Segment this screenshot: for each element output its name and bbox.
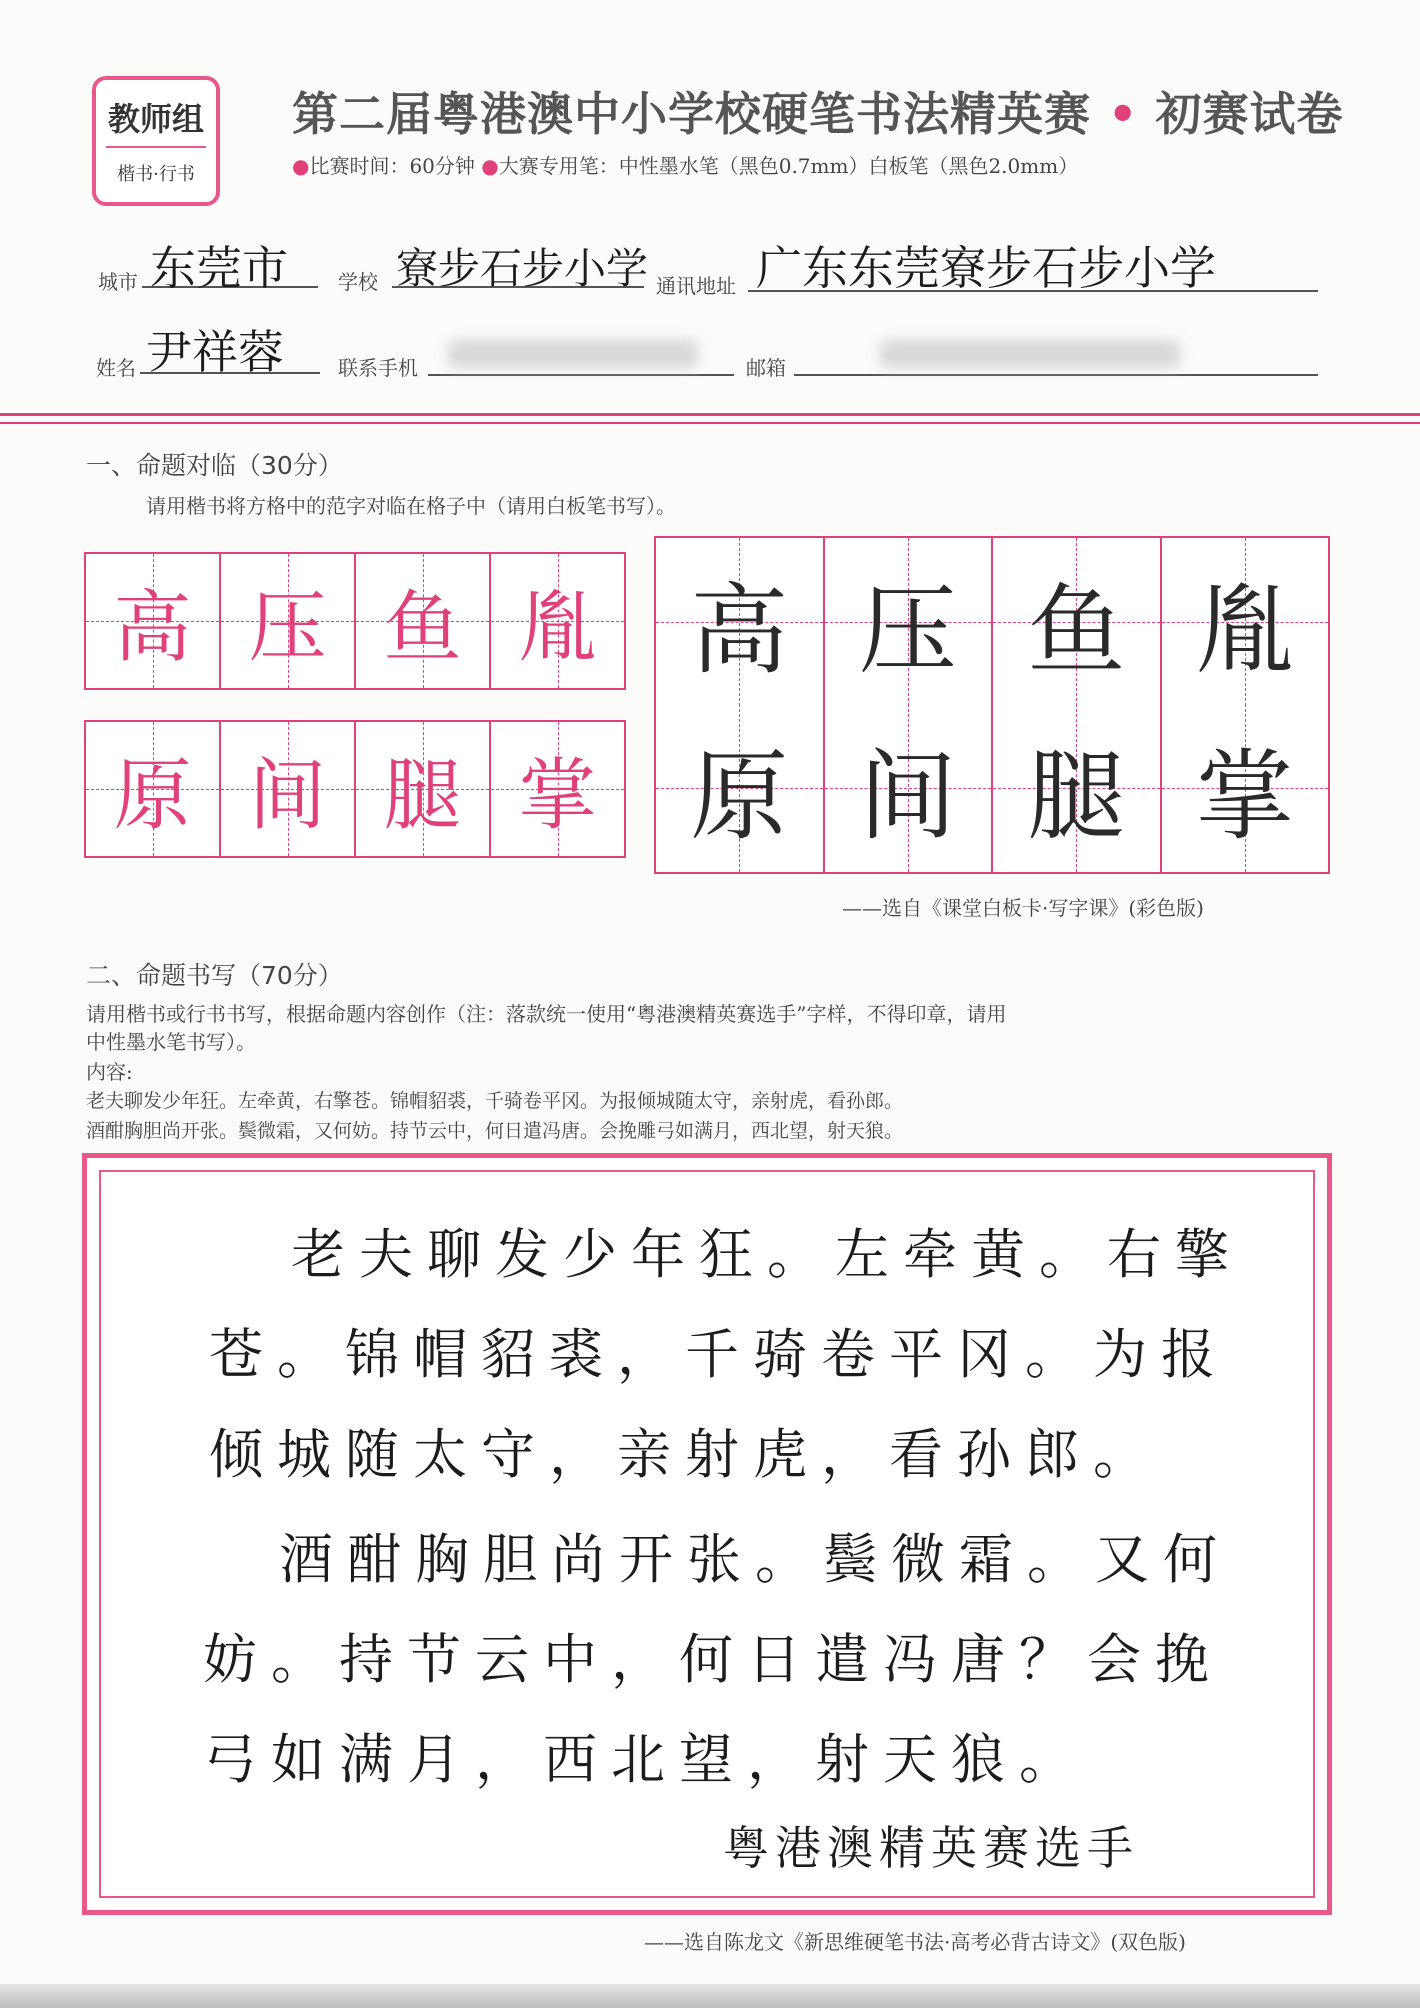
written-char: 原 xyxy=(690,739,789,854)
signature: 粤港澳精英赛选手 xyxy=(723,1821,1139,1875)
phone-field-line[interactable] xyxy=(428,374,734,376)
section2-source: ——选自陈龙文《新思维硬笔书法·高考必背古诗文》(双色版) xyxy=(644,1930,1186,1954)
title-main: 第二届粤港澳中小学校硬笔书法精英赛 xyxy=(292,87,1091,141)
model-char: 间 xyxy=(248,751,327,841)
written-char: 胤 xyxy=(1195,573,1294,688)
email-field-line[interactable] xyxy=(794,374,1318,376)
model-cell xyxy=(221,722,356,856)
rule-pens: 大赛专用笔：中性墨水笔（黑色0.7mm）白板笔（黑色2.0mm） xyxy=(498,154,1079,178)
content-line2: 酒酣胸胆尚开张。鬓微霜，又何妨。持节云中，何日遣冯唐。会挽雕弓如满月，西北望，射天狼。 xyxy=(86,1120,904,1142)
practice-cell[interactable] xyxy=(1162,538,1329,706)
group-scripts: 楷书·行书 xyxy=(117,164,195,185)
model-cell xyxy=(86,554,221,688)
school-label: 学校 xyxy=(338,270,378,294)
email-redacted xyxy=(880,340,1180,368)
header-divider xyxy=(0,413,1420,416)
badge-divider xyxy=(106,146,206,148)
written-line: 老夫聊发少年狂。左牵黄。右擎 xyxy=(291,1223,1243,1286)
practice-cell[interactable] xyxy=(825,704,994,872)
written-line: 弓如满月，西北望，射天狼。 xyxy=(203,1728,1087,1791)
phone-label: 联系手机 xyxy=(338,356,418,380)
model-char: 腿 xyxy=(383,751,462,841)
bullet-icon: ● xyxy=(292,154,310,178)
address-label: 通讯地址 xyxy=(656,274,736,298)
group-badge xyxy=(92,76,220,206)
written-char: 压 xyxy=(858,573,957,688)
model-cell xyxy=(86,722,221,856)
header-divider-thin xyxy=(0,422,1420,424)
model-cell xyxy=(356,554,491,688)
model-char: 高 xyxy=(113,583,192,673)
scan-edge xyxy=(0,1984,1420,2008)
model-char: 鱼 xyxy=(383,583,462,673)
city-value: 东莞市 xyxy=(150,241,288,295)
written-char: 高 xyxy=(690,573,789,688)
practice-cell[interactable] xyxy=(825,538,994,706)
title-sub: 初赛试卷 xyxy=(1155,87,1344,141)
name-label: 姓名 xyxy=(96,356,136,380)
model-cell xyxy=(356,722,491,856)
model-grid-row2 xyxy=(84,720,626,858)
section2-title: 二、命题书写（70分） xyxy=(86,961,343,990)
model-char: 胤 xyxy=(518,583,597,673)
model-cell xyxy=(221,554,356,688)
written-line: 倾城随太守，亲射虎，看孙郎。 xyxy=(209,1423,1161,1486)
model-grid-row1 xyxy=(84,552,626,690)
model-cell xyxy=(491,554,624,688)
written-line: 酒酣胸胆尚开张。鬓微霜。又何 xyxy=(279,1528,1231,1591)
written-line: 苍。锦帽貂裘，千骑卷平冈。为报 xyxy=(209,1323,1229,1386)
practice-cell[interactable] xyxy=(993,538,1162,706)
model-char: 掌 xyxy=(518,751,597,841)
school-value: 寮步石步小学 xyxy=(396,244,649,293)
practice-grid-row2[interactable] xyxy=(654,704,1330,874)
email-label: 邮箱 xyxy=(746,356,786,380)
rule-time: 比赛时间：60分钟 xyxy=(309,154,475,178)
section2-instruction-line2: 中性墨水笔书写）。 xyxy=(86,1030,256,1054)
title-separator-dot: • xyxy=(1108,87,1139,141)
writing-area-inner-border xyxy=(99,1170,1315,1898)
section2-instruction-line1: 请用楷书或行书书写，根据命题内容创作（注：落款统一使用“粤港澳精英赛选手”字样，不得印章，请用 xyxy=(86,1002,1007,1026)
model-char: 原 xyxy=(113,751,192,841)
written-char: 鱼 xyxy=(1027,573,1126,688)
written-char: 间 xyxy=(858,739,957,854)
name-value: 尹祥蓉 xyxy=(146,325,284,379)
practice-cell[interactable] xyxy=(656,704,825,872)
group-name: 教师组 xyxy=(107,100,204,138)
bullet-icon: ● xyxy=(481,154,499,178)
written-line: 妨。持节云中，何日遣冯唐？会挽 xyxy=(203,1628,1223,1691)
model-char: 压 xyxy=(248,583,327,673)
address-value: 广东东莞寮步石步小学 xyxy=(756,241,1216,295)
practice-grid-row1[interactable] xyxy=(654,536,1330,708)
section1-title: 一、命题对临（30分） xyxy=(86,451,343,480)
content-line1: 老夫聊发少年狂。左牵黄，右擎苍。锦帽貂裘，千骑卷平冈。为报倾城随太守，亲射虎，看孙郎。 xyxy=(86,1090,904,1112)
practice-cell[interactable] xyxy=(993,704,1162,872)
practice-cell[interactable] xyxy=(656,538,825,706)
section1-instruction: 请用楷书将方格中的范字对临在格子中（请用白板笔书写）。 xyxy=(146,494,676,518)
city-label: 城市 xyxy=(98,270,138,294)
writing-area[interactable] xyxy=(82,1153,1332,1915)
content-label: 内容: xyxy=(86,1060,133,1084)
phone-redacted xyxy=(448,340,698,368)
page-title xyxy=(292,78,1343,144)
section1-source: ——选自《课堂白板卡·写字课》(彩色版) xyxy=(842,896,1204,920)
competition-rules xyxy=(292,150,1078,179)
model-cell xyxy=(491,722,624,856)
practice-cell[interactable] xyxy=(1162,704,1329,872)
written-char: 掌 xyxy=(1195,739,1294,854)
written-char: 腿 xyxy=(1027,739,1126,854)
